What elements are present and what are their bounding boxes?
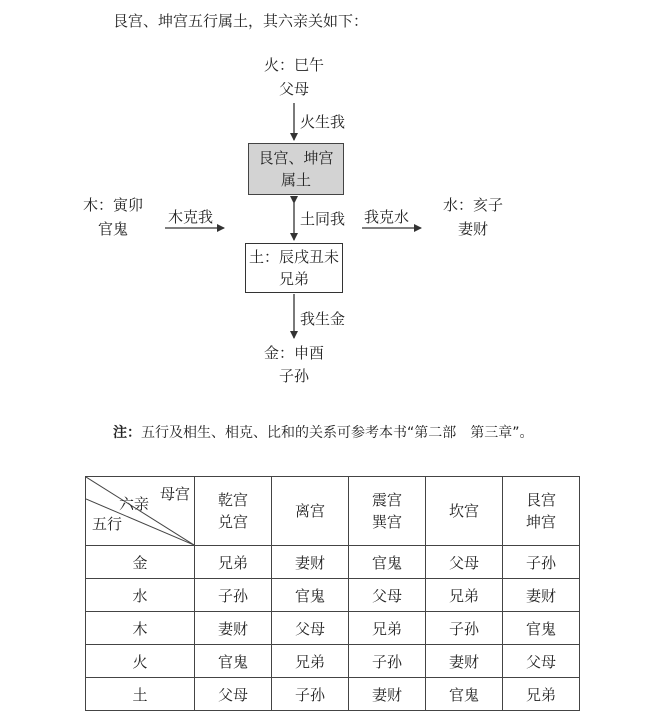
bottom-element: 金：申酉	[263, 344, 325, 362]
table-row	[86, 645, 580, 678]
table-cell: 父母	[426, 546, 503, 579]
top-arrow-label: 火生我	[300, 113, 346, 131]
table-cell: 妻财	[503, 579, 580, 612]
corner-middle-label: 六亲	[119, 495, 150, 513]
table-cell: 官鬼	[195, 645, 272, 678]
col-header-3-line1: 震宫	[371, 491, 402, 509]
table-corner-cell	[86, 477, 195, 546]
col-header-4-line1: 坎宫	[448, 502, 479, 520]
table-cell: 兄弟	[503, 678, 580, 711]
table-cell: 妻财	[195, 612, 272, 645]
note-text: 五行及相生、相克、比和的关系可参考本书“第二部 第三章”。	[141, 425, 534, 441]
table-cell: 官鬼	[349, 546, 426, 579]
table-cell: 兄弟	[195, 546, 272, 579]
row-element: 火	[86, 645, 195, 678]
table-cell: 父母	[503, 645, 580, 678]
table-cell: 子孙	[426, 612, 503, 645]
lower-box	[245, 243, 343, 293]
lower-box-line1: 土：辰戌丑未	[248, 248, 339, 266]
right-element: 水：亥子	[442, 196, 504, 214]
right-relation: 妻财	[457, 220, 489, 238]
table-cell: 官鬼	[426, 678, 503, 711]
center-box-line1: 艮宫、坤宫	[258, 149, 334, 167]
table-cell: 兄弟	[272, 645, 349, 678]
top-element: 火：巳午	[263, 56, 325, 74]
col-header-5-line2: 坤宫	[525, 513, 556, 531]
col-header-3-line2: 巽宫	[371, 513, 402, 531]
corner-bottom-left-label: 五行	[92, 515, 123, 533]
left-arrow-label: 木克我	[168, 208, 214, 226]
right-arrow-label: 我克水	[364, 208, 410, 226]
table-cell: 子孙	[195, 579, 272, 612]
table-cell: 父母	[272, 612, 349, 645]
intro-text: 艮宫、坤宫五行属土，其六亲关如下：	[113, 12, 369, 30]
table-row	[86, 546, 580, 579]
center-box-line2: 属土	[280, 171, 311, 189]
table-cell: 妻财	[426, 645, 503, 678]
left-element: 木：寅卯	[82, 196, 144, 214]
table-cell: 子孙	[272, 678, 349, 711]
row-element: 水	[86, 579, 195, 612]
col-header-1-line2: 兑宫	[217, 513, 248, 531]
bottom-arrow-label: 我生金	[300, 310, 346, 328]
same-arrow-label: 土同我	[300, 210, 346, 228]
table-cell: 子孙	[349, 645, 426, 678]
row-element: 土	[86, 678, 195, 711]
note-label: 注：	[113, 425, 141, 441]
center-box	[248, 143, 344, 195]
row-element: 木	[86, 612, 195, 645]
left-relation: 官鬼	[97, 220, 129, 238]
col-header-5-line1: 艮宫	[525, 491, 556, 509]
col-header-2	[272, 477, 349, 546]
corner-top-right-label: 母宫	[159, 485, 190, 503]
table-cell: 妻财	[272, 546, 349, 579]
table-cell: 子孙	[503, 546, 580, 579]
table-cell: 妻财	[349, 678, 426, 711]
six-relations-table	[85, 476, 580, 711]
table-row	[86, 612, 580, 645]
lower-box-line2: 兄弟	[278, 270, 309, 288]
table-cell: 兄弟	[426, 579, 503, 612]
note-line	[113, 424, 534, 442]
col-header-3	[349, 477, 426, 546]
col-header-4	[426, 477, 503, 546]
col-header-1-line1: 乾宫	[217, 491, 248, 509]
top-relation: 父母	[278, 80, 310, 98]
table-cell: 官鬼	[503, 612, 580, 645]
row-element: 金	[86, 546, 195, 579]
bottom-relation: 子孙	[278, 367, 310, 385]
table-cell: 兄弟	[349, 612, 426, 645]
col-header-5	[503, 477, 580, 546]
table-row	[86, 579, 580, 612]
table-row	[86, 678, 580, 711]
table-cell: 官鬼	[272, 579, 349, 612]
table-cell: 父母	[349, 579, 426, 612]
col-header-2-line1: 离宫	[294, 502, 325, 520]
table-header-row	[86, 477, 580, 546]
col-header-1	[195, 477, 272, 546]
table-cell: 父母	[195, 678, 272, 711]
